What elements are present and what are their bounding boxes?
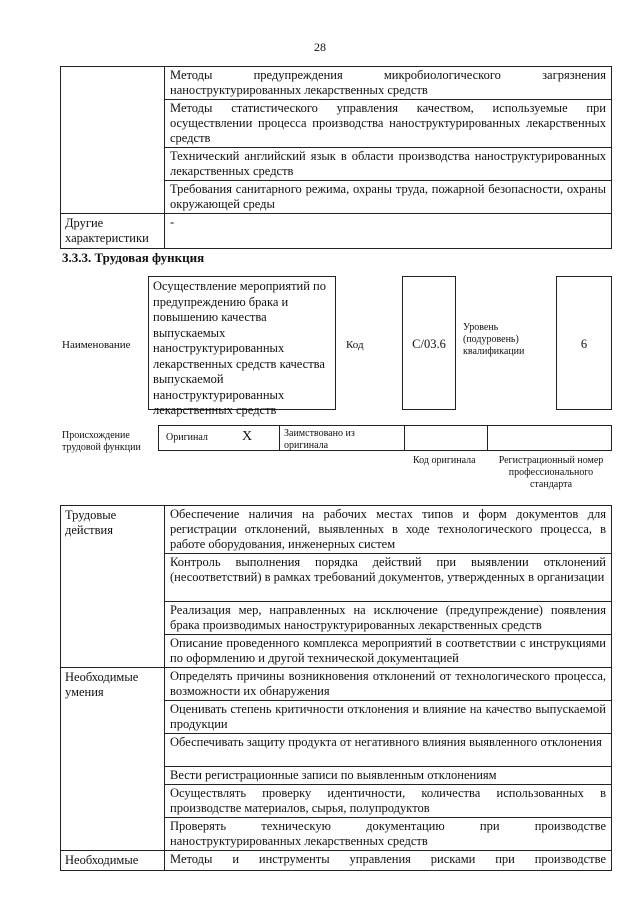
page-number: 28 bbox=[314, 40, 326, 54]
table-row bbox=[61, 668, 612, 701]
level-label: Уровень (подуровень) квалификации bbox=[463, 322, 525, 357]
other-characteristics-label: Другие характеристики bbox=[61, 214, 165, 249]
function-name-box: Осуществление мероприятий по предупреждению брака и повышению качества выпускаемых наноструктурированных лекарственных средств качества выпускаемой наноструктурированных лекарственных средств bbox=[148, 276, 336, 410]
table-row bbox=[61, 214, 612, 249]
knowledge-item: Методы статистического управления качеством, используемые при осуществлении процесса производства наноструктурированных лекарственных средств bbox=[165, 100, 612, 148]
skill-item: Определять причины возникновения отклонений от технологического процесса, возможности их обнаружения bbox=[165, 668, 612, 701]
group-label-knowledge: Необходимые bbox=[61, 851, 165, 871]
original-label: Оригинал bbox=[166, 432, 208, 443]
knowledge-item: Методы предупреждения микробиологического загрязнения наноструктурированных лекарственных средств bbox=[165, 67, 612, 100]
skill-item: Оценивать степень критичности отклонения и влияние на качество выпускаемой продукции bbox=[165, 701, 612, 734]
table-row bbox=[61, 67, 612, 100]
code-original-caption: Код оригинала bbox=[413, 455, 476, 466]
action-item: Контроль выполнения порядка действий при выявлении отклонений (несоответствий) в рамках требований документов, утвержденных в организации bbox=[165, 554, 612, 602]
skill-item: Проверять техническую документацию при производстве наноструктурированных лекарственных средств bbox=[165, 818, 612, 851]
skill-item: Вести регистрационные записи по выявленным отклонениям bbox=[165, 767, 612, 785]
labor-function-table bbox=[60, 505, 612, 871]
table-row bbox=[61, 506, 612, 554]
code-value-box: С/03.6 bbox=[402, 276, 456, 410]
origin-divider bbox=[404, 425, 405, 451]
origin-divider bbox=[279, 425, 280, 451]
reg-number-caption: Регистрационный номер профессионального стандарта bbox=[498, 455, 604, 490]
action-item: Реализация мер, направленных на исключение (предупреждение) появления брака производимых наноструктурированных лекарственных средств bbox=[165, 602, 612, 635]
group-label-skills: Необходимые умения bbox=[61, 668, 165, 851]
action-item: Обеспечение наличия на рабочих местах типов и форм документов для регистрации отклонений, выявленных в ходе технологического процесса, в работе оборудования, инженерных систем bbox=[165, 506, 612, 554]
origin-label: Происхождение трудовой функции bbox=[62, 430, 141, 453]
original-mark: X bbox=[242, 429, 253, 444]
knowledge-item: Требования санитарного режима, охраны труда, пожарной безопасности, охраны окружающей среды bbox=[165, 181, 612, 214]
knowledge-item: Технический английский язык в области производства наноструктурированных лекарственных средств bbox=[165, 148, 612, 181]
level-value-box: 6 bbox=[556, 276, 612, 410]
action-item: Описание проведенного комплекса мероприятий в соответствии с инструкциями по оформлению и другой технической документацией bbox=[165, 635, 612, 668]
knowledge-table-continued bbox=[60, 66, 612, 249]
group-label-actions: Трудовые действия bbox=[61, 506, 165, 668]
skill-item: Осуществлять проверку идентичности, количества использованных в производстве материалов, сырья, полупродуктов bbox=[165, 785, 612, 818]
borrowed-label: Заимствовано из оригинала bbox=[284, 428, 355, 451]
knowledge-item: Методы и инструменты управления рисками при производстве bbox=[165, 851, 612, 871]
name-label: Наименование bbox=[62, 339, 131, 351]
label-cell-empty bbox=[61, 67, 165, 214]
table-row bbox=[61, 851, 612, 871]
skill-item: Обеспечивать защиту продукта от негативного влияния выявленного отклонения bbox=[165, 734, 612, 767]
section-title: 3.3.3. Трудовая функция bbox=[62, 250, 205, 265]
origin-divider bbox=[487, 425, 488, 451]
code-label: Код bbox=[346, 339, 364, 351]
other-characteristics-value: - bbox=[165, 214, 612, 249]
